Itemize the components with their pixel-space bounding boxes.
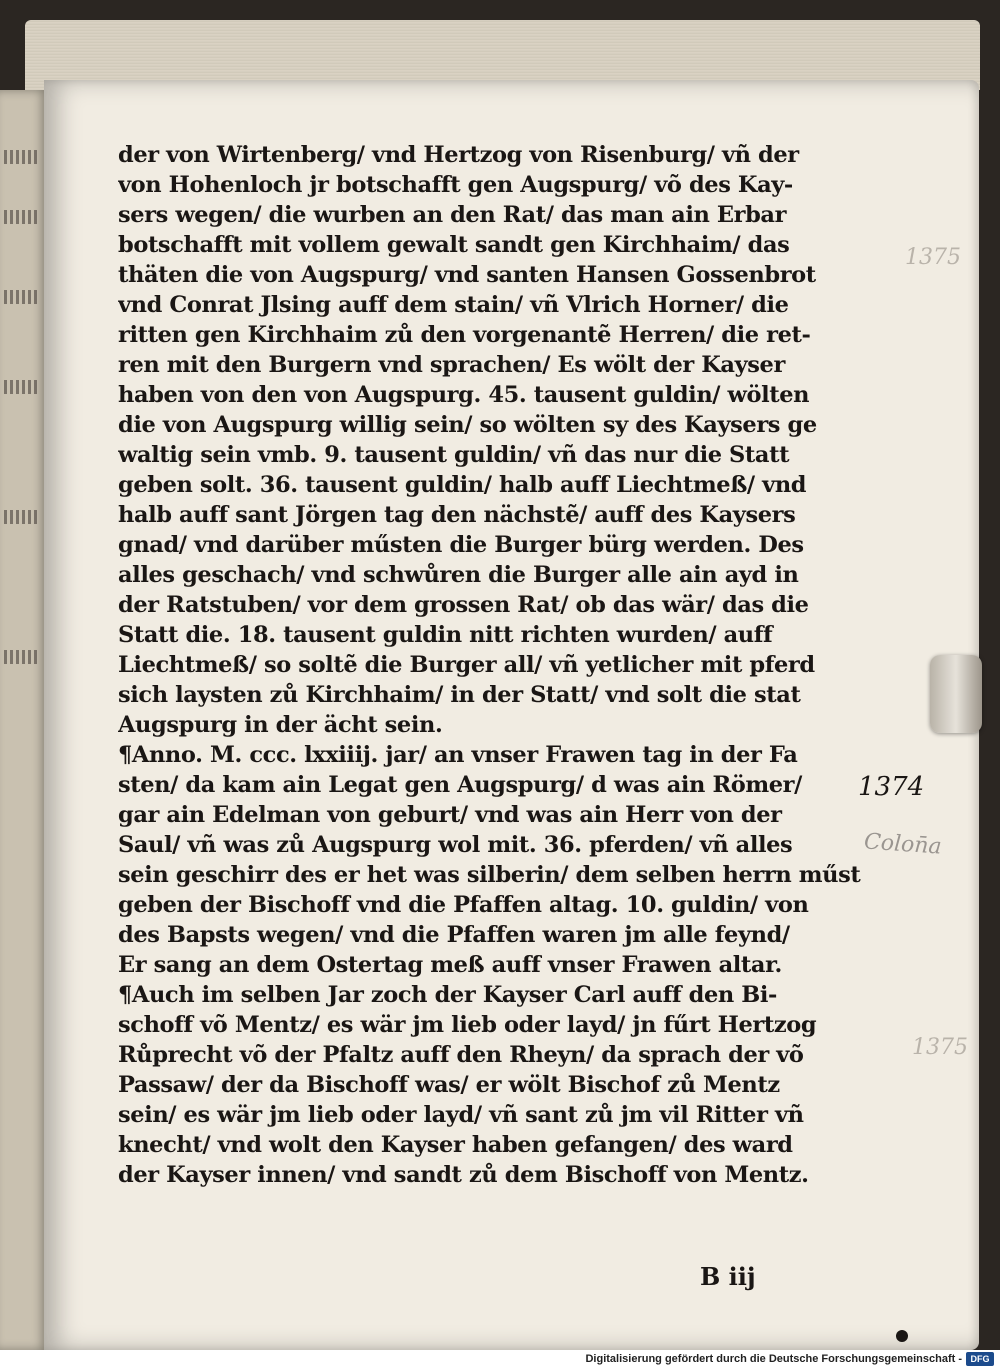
text-line: von Hohenloch jr botschafft gen Augspurg/ võ des Kay- bbox=[118, 172, 793, 198]
bleed-text bbox=[4, 510, 40, 524]
text-line: Liechtmeß/ so soltẽ die Burger all/ vñ yetlicher mit pferd bbox=[118, 652, 815, 678]
text-line: der Kayser innen/ vnd sandt zů dem Bischoff von Mentz. bbox=[118, 1162, 809, 1188]
faint-margin-note-bottom: 1375 bbox=[912, 1035, 968, 1060]
book-clasp bbox=[930, 655, 982, 733]
bleed-text bbox=[4, 290, 40, 304]
faint-margin-note-top: 1375 bbox=[905, 245, 961, 270]
text-line: schoff võ Mentz/ es wär jm lieb oder layd/ jn fűrt Hertzog bbox=[118, 1012, 817, 1038]
text-line: geben solt. 36. tausent guldin/ halb auff Liechtmeß/ vnd bbox=[118, 472, 807, 498]
text-line: Saul/ vñ was zů Augspurg wol mit. 36. pferden/ vñ alles bbox=[118, 832, 793, 858]
text-line: sich laysten zů Kirchhaim/ in der Statt/ vnd solt die stat bbox=[118, 682, 801, 708]
text-line: ¶Auch im selben Jar zoch der Kayser Carl auff den Bi- bbox=[118, 982, 777, 1008]
footer-bar bbox=[0, 1350, 1000, 1369]
body-text bbox=[118, 140, 863, 1190]
text-line: knecht/ vnd wolt den Kayser haben gefangen/ des ward bbox=[118, 1132, 793, 1158]
text-line: der von Wirtenberg/ vnd Hertzog von Risenburg/ vñ der bbox=[118, 142, 799, 168]
text-line: Statt die. 18. tausent guldin nitt richten wurden/ auff bbox=[118, 622, 773, 648]
text-line: ritten gen Kirchhaim zů den vorgenantẽ Herren/ die ret- bbox=[118, 322, 811, 348]
dfg-logo-icon: DFG bbox=[966, 1352, 994, 1366]
text-line: vnd Conrat Jlsing auff dem stain/ vñ Vlrich Horner/ die bbox=[118, 292, 789, 318]
signature-mark: B iij bbox=[700, 1262, 756, 1291]
text-line: gar ain Edelman von geburt/ vnd was ain Herr von der bbox=[118, 802, 782, 828]
text-line: Er sang an dem Ostertag meß auff vnser Frawen altar. bbox=[118, 952, 782, 978]
bleed-text bbox=[4, 380, 40, 394]
text-line: thäten die von Augspurg/ vnd santen Hansen Gossenbrot bbox=[118, 262, 816, 288]
text-line: haben von den von Augspurg. 45. tausent guldin/ wölten bbox=[118, 382, 810, 408]
margin-handwritten-note: Colon̄a bbox=[863, 829, 943, 860]
text-line: der Ratstuben/ vor dem grossen Rat/ ob das wär/ das die bbox=[118, 592, 809, 618]
bleed-text bbox=[4, 650, 40, 664]
text-line: waltig sein vmb. 9. tausent guldin/ vñ das nur die Statt bbox=[118, 442, 790, 468]
ink-dot bbox=[896, 1330, 908, 1342]
text-line: Růprecht võ der Pfaltz auff den Rheyn/ da sprach der võ bbox=[118, 1042, 804, 1068]
text-line: sers wegen/ die wurben an den Rat/ das man ain Erbar bbox=[118, 202, 787, 228]
text-line: botschafft mit vollem gewalt sandt gen Kirchhaim/ das bbox=[118, 232, 790, 258]
text-line: ren mit den Burgern vnd sprachen/ Es wölt der Kayser bbox=[118, 352, 785, 378]
text-line: Augspurg in der ächt sein. bbox=[118, 712, 443, 738]
bleed-text bbox=[4, 150, 40, 164]
text-line: gnad/ vnd darüber műsten die Burger bürg werden. Des bbox=[118, 532, 804, 558]
text-line: die von Augspurg willig sein/ so wölten sy des Kaysers ge bbox=[118, 412, 817, 438]
text-line: ¶Anno. M. ccc. lxxiiij. jar/ an vnser Frawen tag in der Fa bbox=[118, 742, 798, 768]
text-line: des Bapsts wegen/ vnd die Pfaffen waren jm alle feynd/ bbox=[118, 922, 790, 948]
text-line: geben der Bischoff vnd die Pfaffen altag. 10. guldin/ von bbox=[118, 892, 809, 918]
text-line: Passaw/ der da Bischoff was/ er wölt Bischof zů Mentz bbox=[118, 1072, 780, 1098]
text-line: sten/ da kam ain Legat gen Augspurg/ d was ain Römer/ bbox=[118, 772, 802, 798]
text-line: sein/ es wär jm lieb oder layd/ vñ sant zů jm vil Ritter vñ bbox=[118, 1102, 804, 1128]
text-line: sein geschirr des er het was silberin/ dem selben herrn műst bbox=[118, 862, 861, 888]
footer-credit: Digitalisierung gefördert durch die Deutsche Forschungsgemeinschaft - bbox=[585, 1353, 962, 1365]
left-facing-page bbox=[0, 90, 48, 1350]
text-line: alles geschach/ vnd schwůren die Burger alle ain ayd in bbox=[118, 562, 799, 588]
margin-year-note: 1374 bbox=[858, 772, 925, 802]
text-line: halb auff sant Jörgen tag den nächstẽ/ auff des Kaysers bbox=[118, 502, 796, 528]
bleed-text bbox=[4, 210, 40, 224]
